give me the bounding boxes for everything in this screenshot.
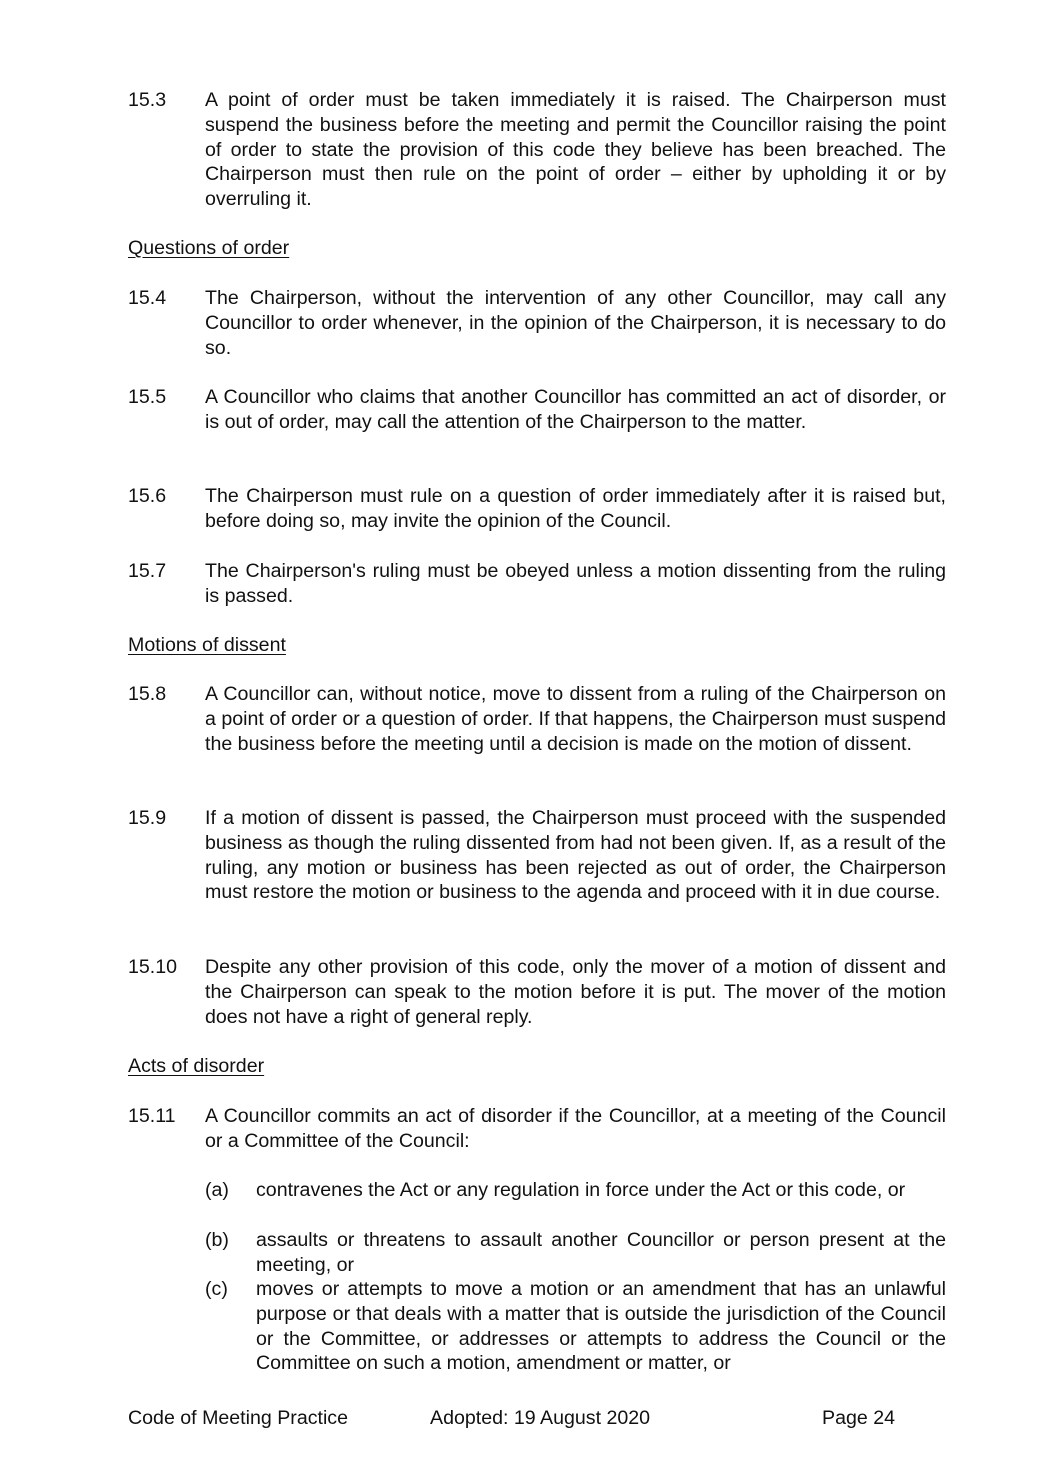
clause-text: A Councillor can, without notice, move to dissent from a ruling of the Chairperson on a point of order or a question of order. If that happens, the Chairperson must suspend the business before the meeting until a decision is made on the motion of dissent. bbox=[205, 683, 946, 755]
clause-15-5 bbox=[128, 385, 946, 435]
heading-questions-of-order: Questions of order bbox=[128, 237, 290, 259]
clause-text: A point of order must be taken immediately it is raised. The Chairperson must suspend the business before the meeting and permit the Councillor raising the point of order to state the provision of this code they believe has been breached. The Chairperson must then rule on the point of order – either by upholding it or by overruling it. bbox=[205, 89, 946, 211]
sub-item-label: (b) bbox=[205, 1229, 229, 1251]
footer-page-number: Page 24 bbox=[822, 1407, 895, 1429]
clause-text: A Councillor commits an act of disorder if the Councillor, at a meeting of the Council or a Committee of the Council: bbox=[205, 1105, 946, 1152]
clause-15-9 bbox=[128, 806, 946, 905]
clause-number: 15.7 bbox=[128, 560, 167, 582]
sub-item-label: (c) bbox=[205, 1278, 228, 1300]
clause-15-4 bbox=[128, 286, 946, 360]
clause-15-7 bbox=[128, 559, 946, 609]
footer-document-title: Code of Meeting Practice bbox=[128, 1407, 348, 1429]
page-footer bbox=[0, 1406, 1040, 1432]
clause-text: The Chairperson's ruling must be obeyed unless a motion dissenting from the ruling is passed. bbox=[205, 560, 946, 607]
clause-number: 15.11 bbox=[128, 1105, 176, 1127]
sub-item-label: (a) bbox=[205, 1179, 229, 1201]
clause-15-11 bbox=[128, 1104, 946, 1154]
sub-item-b bbox=[205, 1228, 946, 1278]
clause-number: 15.8 bbox=[128, 683, 167, 705]
clause-text: The Chairperson, without the intervention of any other Councillor, may call any Councillor to order whenever, in the opinion of the Chairperson, it is necessary to do so. bbox=[205, 287, 946, 359]
heading-acts-of-disorder: Acts of disorder bbox=[128, 1055, 265, 1077]
clause-15-3 bbox=[128, 88, 946, 212]
clause-number: 15.10 bbox=[128, 956, 178, 978]
clause-number: 15.9 bbox=[128, 807, 167, 829]
clause-15-6 bbox=[128, 484, 946, 534]
clause-text: If a motion of dissent is passed, the Chairperson must proceed with the suspended business as though the ruling dissented from had not been given. If, as a result of the ruling, any motion or business has been rejected as out of order, the Chairperson must restore the motion or business to the agenda and proceed with it in due course. bbox=[205, 807, 946, 904]
sub-item-text: moves or attempts to move a motion or an amendment that has an unlawful purpose or that deals with a matter that is outside the jurisdiction of the Council or the Committee, or addresses or attempts to address the Council or the Committee on such a motion, amendment or matter, or bbox=[256, 1278, 946, 1375]
heading-motions-of-dissent: Motions of dissent bbox=[128, 634, 286, 656]
sub-item-a bbox=[205, 1178, 946, 1203]
sub-item-c bbox=[205, 1277, 946, 1376]
sub-item-text: contravenes the Act or any regulation in force under the Act or this code, or bbox=[256, 1179, 906, 1201]
clause-number: 15.6 bbox=[128, 485, 167, 507]
clause-text: A Councillor who claims that another Councillor has committed an act of disorder, or is out of order, may call the attention of the Chairperson to the matter. bbox=[205, 386, 946, 433]
clause-text: The Chairperson must rule on a question of order immediately after it is raised but, before doing so, may invite the opinion of the Council. bbox=[205, 485, 946, 532]
clause-number: 15.3 bbox=[128, 89, 167, 111]
clause-text: Despite any other provision of this code, only the mover of a motion of dissent and the Chairperson can speak to the motion before it is put. The mover of the motion does not have a right of general reply. bbox=[205, 956, 946, 1028]
clause-number: 15.5 bbox=[128, 386, 167, 408]
footer-adopted-date: Adopted: 19 August 2020 bbox=[430, 1407, 651, 1429]
clause-15-10 bbox=[128, 955, 946, 1029]
clause-number: 15.4 bbox=[128, 287, 167, 309]
sub-item-text: assaults or threatens to assault another Councillor or person present at the meeting, or bbox=[256, 1229, 946, 1276]
clause-15-8 bbox=[128, 682, 946, 756]
